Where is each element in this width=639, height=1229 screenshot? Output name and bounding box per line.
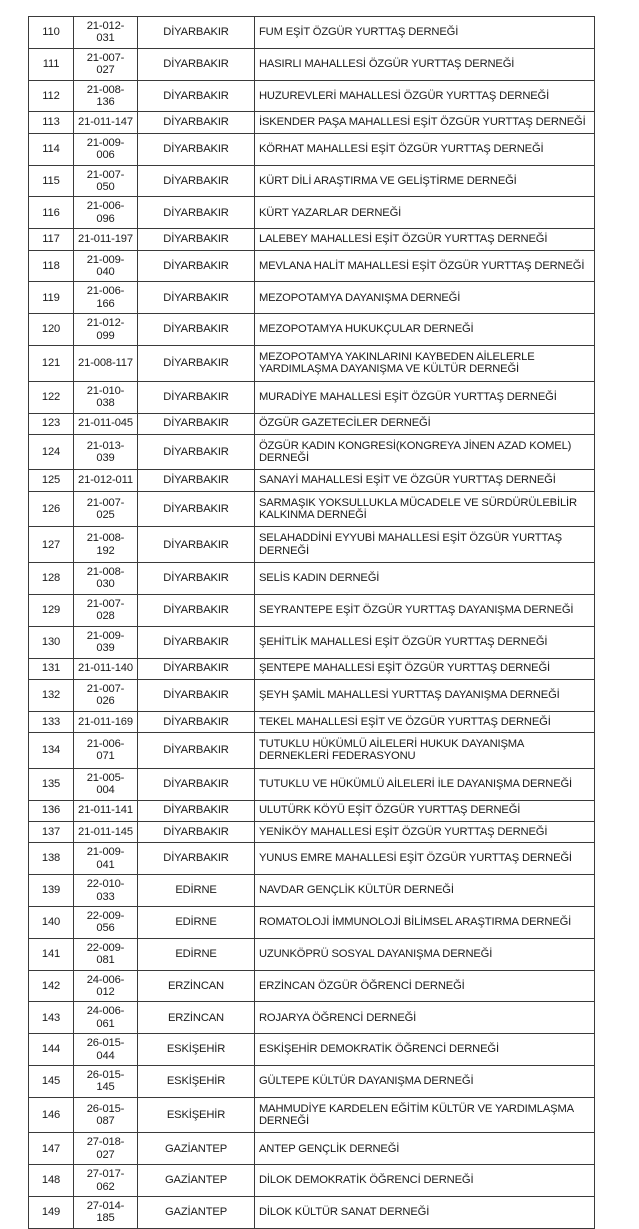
row-number: 134 (29, 733, 74, 769)
table-row (29, 938, 595, 970)
row-number: 146 (29, 1097, 74, 1133)
association-name: SARMAŞIK YOKSULLUKLA MÜCADELE VE SÜRDÜRÜLEBİLİR KALKINMA DERNEĞİ (255, 491, 595, 527)
association-name: TEKEL MAHALLESİ EŞİT VE ÖZGÜR YURTTAŞ DERNEĞİ (255, 711, 595, 732)
city-name: DİYARBAKIR (138, 527, 255, 563)
registry-code: 21-008-136 (74, 80, 138, 112)
association-name: İSKENDER PAŞA MAHALLESİ EŞİT ÖZGÜR YURTTAŞ DERNEĞİ (255, 112, 595, 133)
association-name: ŞENTEPE MAHALLESİ EŞİT ÖZGÜR YURTTAŞ DERNEĞİ (255, 658, 595, 679)
association-name: LALEBEY MAHALLESİ EŞİT ÖZGÜR YURTTAŞ DERNEĞİ (255, 229, 595, 250)
table-row (29, 711, 595, 732)
registry-code: 27-014-185 (74, 1197, 138, 1229)
row-number: 116 (29, 197, 74, 229)
city-name: DİYARBAKIR (138, 491, 255, 527)
table-row (29, 970, 595, 1002)
registry-code: 21-009-041 (74, 843, 138, 875)
table-row (29, 733, 595, 769)
association-name: NAVDAR GENÇLİK KÜLTÜR DERNEĞİ (255, 875, 595, 907)
association-name: YENİKÖY MAHALLESİ EŞİT ÖZGÜR YURTTAŞ DERNEĞİ (255, 821, 595, 842)
table-row (29, 1065, 595, 1097)
association-name: UZUNKÖPRÜ SOSYAL DAYANIŞMA DERNEĞİ (255, 938, 595, 970)
city-name: DİYARBAKIR (138, 282, 255, 314)
association-name: ERZİNCAN ÖZGÜR ÖĞRENCİ DERNEĞİ (255, 970, 595, 1002)
row-number: 135 (29, 768, 74, 800)
table-row (29, 679, 595, 711)
association-name: TUTUKLU VE HÜKÜMLÜ AİLELERİ İLE DAYANIŞMA DERNEĞİ (255, 768, 595, 800)
city-name: DİYARBAKIR (138, 229, 255, 250)
association-name: ROJARYA ÖĞRENCİ DERNEĞİ (255, 1002, 595, 1034)
city-name: ESKİŞEHİR (138, 1034, 255, 1066)
registry-code: 21-008-117 (74, 346, 138, 382)
association-name: ÖZGÜR KADIN KONGRESİ(KONGREYA JİNEN AZAD KOMEL) DERNEĞİ (255, 434, 595, 470)
city-name: DİYARBAKIR (138, 413, 255, 434)
registry-code: 21-009-040 (74, 250, 138, 282)
registry-code: 26-015-087 (74, 1097, 138, 1133)
row-number: 148 (29, 1165, 74, 1197)
association-name: FUM EŞİT ÖZGÜR YURTTAŞ DERNEĞİ (255, 17, 595, 49)
city-name: ESKİŞEHİR (138, 1097, 255, 1133)
table-row (29, 346, 595, 382)
row-number: 127 (29, 527, 74, 563)
table-row (29, 229, 595, 250)
row-number: 136 (29, 800, 74, 821)
row-number: 123 (29, 413, 74, 434)
association-name: MEVLANA HALİT MAHALLESİ EŞİT ÖZGÜR YURTTAŞ DERNEĞİ (255, 250, 595, 282)
row-number: 115 (29, 165, 74, 197)
registry-code: 21-009-039 (74, 626, 138, 658)
table-row (29, 1097, 595, 1133)
row-number: 137 (29, 821, 74, 842)
table-row (29, 250, 595, 282)
registry-code: 21-007-028 (74, 594, 138, 626)
association-name: ANTEP GENÇLİK DERNEĞİ (255, 1133, 595, 1165)
city-name: DİYARBAKIR (138, 800, 255, 821)
row-number: 144 (29, 1034, 74, 1066)
row-number: 124 (29, 434, 74, 470)
table-row (29, 658, 595, 679)
registry-code: 21-008-030 (74, 563, 138, 595)
city-name: ERZİNCAN (138, 1002, 255, 1034)
registry-code: 21-007-025 (74, 491, 138, 527)
city-name: DİYARBAKIR (138, 563, 255, 595)
city-name: GAZİANTEP (138, 1133, 255, 1165)
city-name: ESKİŞEHİR (138, 1065, 255, 1097)
association-name: ŞEYH ŞAMİL MAHALLESİ YURTTAŞ DAYANIŞMA DERNEĞİ (255, 679, 595, 711)
table-row (29, 381, 595, 413)
city-name: DİYARBAKIR (138, 626, 255, 658)
association-name: MAHMUDİYE KARDELEN EĞİTİM KÜLTÜR VE YARDIMLAŞMA DERNEĞİ (255, 1097, 595, 1133)
city-name: DİYARBAKIR (138, 314, 255, 346)
registry-code: 21-011-045 (74, 413, 138, 434)
registry-code: 21-009-006 (74, 133, 138, 165)
city-name: DİYARBAKIR (138, 381, 255, 413)
row-number: 139 (29, 875, 74, 907)
association-name: MEZOPOTAMYA YAKINLARINI KAYBEDEN AİLELERLE YARDIMLAŞMA DAYANIŞMA VE KÜLTÜR DERNEĞİ (255, 346, 595, 382)
association-name: GÜLTEPE KÜLTÜR DAYANIŞMA DERNEĞİ (255, 1065, 595, 1097)
city-name: EDİRNE (138, 906, 255, 938)
registry-code: 21-012-011 (74, 470, 138, 491)
city-name: DİYARBAKIR (138, 843, 255, 875)
city-name: GAZİANTEP (138, 1197, 255, 1229)
row-number: 142 (29, 970, 74, 1002)
registry-code: 21-011-140 (74, 658, 138, 679)
association-name: SELAHADDİNİ EYYUBİ MAHALLESİ EŞİT ÖZGÜR YURTTAŞ DERNEĞİ (255, 527, 595, 563)
row-number: 110 (29, 17, 74, 49)
association-name: DİLOK DEMOKRATİK ÖĞRENCİ DERNEĞİ (255, 1165, 595, 1197)
registry-code: 21-006-071 (74, 733, 138, 769)
row-number: 120 (29, 314, 74, 346)
row-number: 111 (29, 48, 74, 80)
table-row (29, 1133, 595, 1165)
association-name: ŞEHİTLİK MAHALLESİ EŞİT ÖZGÜR YURTTAŞ DERNEĞİ (255, 626, 595, 658)
registry-code: 21-012-099 (74, 314, 138, 346)
registry-code: 26-015-145 (74, 1065, 138, 1097)
registry-code: 21-006-166 (74, 282, 138, 314)
city-name: EDİRNE (138, 875, 255, 907)
association-name: ÖZGÜR GAZETECİLER DERNEĞİ (255, 413, 595, 434)
row-number: 118 (29, 250, 74, 282)
registry-code: 22-010-033 (74, 875, 138, 907)
city-name: EDİRNE (138, 938, 255, 970)
city-name: DİYARBAKIR (138, 80, 255, 112)
table-row (29, 821, 595, 842)
association-name: HUZUREVLERİ MAHALLESİ ÖZGÜR YURTTAŞ DERNEĞİ (255, 80, 595, 112)
city-name: DİYARBAKIR (138, 133, 255, 165)
registry-code: 27-017-062 (74, 1165, 138, 1197)
row-number: 128 (29, 563, 74, 595)
table-row (29, 434, 595, 470)
table-row (29, 594, 595, 626)
registry-code: 21-011-145 (74, 821, 138, 842)
association-name: MURADİYE MAHALLESİ EŞİT ÖZGÜR YURTTAŞ DERNEĞİ (255, 381, 595, 413)
registry-code: 21-013-039 (74, 434, 138, 470)
city-name: DİYARBAKIR (138, 470, 255, 491)
row-number: 113 (29, 112, 74, 133)
row-number: 129 (29, 594, 74, 626)
registry-code: 21-010-038 (74, 381, 138, 413)
table-row (29, 165, 595, 197)
table-row (29, 413, 595, 434)
table-row (29, 1034, 595, 1066)
table-row (29, 282, 595, 314)
table-row (29, 197, 595, 229)
association-name: TUTUKLU HÜKÜMLÜ AİLELERİ HUKUK DAYANIŞMA DERNEKLERİ FEDERASYONU (255, 733, 595, 769)
table-body (29, 17, 595, 1229)
table-row (29, 527, 595, 563)
registry-code: 26-015-044 (74, 1034, 138, 1066)
row-number: 130 (29, 626, 74, 658)
association-name: SANAYİ MAHALLESİ EŞİT VE ÖZGÜR YURTTAŞ DERNEĞİ (255, 470, 595, 491)
row-number: 138 (29, 843, 74, 875)
table-row (29, 80, 595, 112)
city-name: DİYARBAKIR (138, 165, 255, 197)
row-number: 112 (29, 80, 74, 112)
registry-code: 21-008-192 (74, 527, 138, 563)
registry-code: 27-018-027 (74, 1133, 138, 1165)
association-name: KÜRT YAZARLAR DERNEĞİ (255, 197, 595, 229)
registry-code: 21-011-197 (74, 229, 138, 250)
table-row (29, 1197, 595, 1229)
city-name: DİYARBAKIR (138, 594, 255, 626)
registry-code: 21-007-026 (74, 679, 138, 711)
table-row (29, 1002, 595, 1034)
association-name: MEZOPOTAMYA DAYANIŞMA DERNEĞİ (255, 282, 595, 314)
table-row (29, 843, 595, 875)
table-row (29, 563, 595, 595)
city-name: DİYARBAKIR (138, 17, 255, 49)
registry-code: 21-011-147 (74, 112, 138, 133)
row-number: 114 (29, 133, 74, 165)
row-number: 147 (29, 1133, 74, 1165)
row-number: 126 (29, 491, 74, 527)
association-list-table (28, 16, 595, 1229)
association-name: SEYRANTEPE EŞİT ÖZGÜR YURTTAŞ DAYANIŞMA DERNEĞİ (255, 594, 595, 626)
registry-code: 21-011-169 (74, 711, 138, 732)
city-name: DİYARBAKIR (138, 733, 255, 769)
city-name: DİYARBAKIR (138, 197, 255, 229)
city-name: ERZİNCAN (138, 970, 255, 1002)
registry-code: 24-006-061 (74, 1002, 138, 1034)
registry-code: 21-011-141 (74, 800, 138, 821)
association-name: ULUTÜRK KÖYÜ EŞİT ÖZGÜR YURTTAŞ DERNEĞİ (255, 800, 595, 821)
association-name: SELİS KADIN DERNEĞİ (255, 563, 595, 595)
row-number: 132 (29, 679, 74, 711)
registry-code: 21-006-096 (74, 197, 138, 229)
city-name: DİYARBAKIR (138, 112, 255, 133)
city-name: DİYARBAKIR (138, 434, 255, 470)
registry-code: 24-006-012 (74, 970, 138, 1002)
association-name: KÜRT DİLİ ARAŞTIRMA VE GELİŞTİRME DERNEĞİ (255, 165, 595, 197)
association-name: MEZOPOTAMYA HUKUKÇULAR DERNEĞİ (255, 314, 595, 346)
table-row (29, 626, 595, 658)
city-name: DİYARBAKIR (138, 711, 255, 732)
registry-code: 21-005-004 (74, 768, 138, 800)
row-number: 121 (29, 346, 74, 382)
registry-code: 21-007-027 (74, 48, 138, 80)
association-name: KÖRHAT MAHALLESİ EŞİT ÖZGÜR YURTTAŞ DERNEĞİ (255, 133, 595, 165)
association-name: YUNUS EMRE MAHALLESİ EŞİT ÖZGÜR YURTTAŞ DERNEĞİ (255, 843, 595, 875)
row-number: 143 (29, 1002, 74, 1034)
row-number: 117 (29, 229, 74, 250)
table-row (29, 875, 595, 907)
association-name: ESKİŞEHİR DEMOKRATİK ÖĞRENCİ DERNEĞİ (255, 1034, 595, 1066)
city-name: DİYARBAKIR (138, 346, 255, 382)
association-name: DİLOK KÜLTÜR SANAT DERNEĞİ (255, 1197, 595, 1229)
city-name: DİYARBAKIR (138, 658, 255, 679)
city-name: DİYARBAKIR (138, 821, 255, 842)
row-number: 145 (29, 1065, 74, 1097)
row-number: 140 (29, 906, 74, 938)
row-number: 149 (29, 1197, 74, 1229)
registry-code: 22-009-081 (74, 938, 138, 970)
city-name: GAZİANTEP (138, 1165, 255, 1197)
city-name: DİYARBAKIR (138, 48, 255, 80)
table-row (29, 470, 595, 491)
row-number: 125 (29, 470, 74, 491)
city-name: DİYARBAKIR (138, 768, 255, 800)
registry-code: 22-009-056 (74, 906, 138, 938)
row-number: 119 (29, 282, 74, 314)
city-name: DİYARBAKIR (138, 250, 255, 282)
city-name: DİYARBAKIR (138, 679, 255, 711)
row-number: 131 (29, 658, 74, 679)
table-row (29, 17, 595, 49)
association-name: ROMATOLOJİ İMMUNOLOJİ BİLİMSEL ARAŞTIRMA DERNEĞİ (255, 906, 595, 938)
registry-code: 21-007-050 (74, 165, 138, 197)
table-row (29, 48, 595, 80)
table-row (29, 906, 595, 938)
table-row (29, 112, 595, 133)
association-name: HASIRLI MAHALLESİ ÖZGÜR YURTTAŞ DERNEĞİ (255, 48, 595, 80)
table-row (29, 768, 595, 800)
table-row (29, 133, 595, 165)
row-number: 133 (29, 711, 74, 732)
table-row (29, 491, 595, 527)
row-number: 141 (29, 938, 74, 970)
row-number: 122 (29, 381, 74, 413)
registry-code: 21-012-031 (74, 17, 138, 49)
table-row (29, 800, 595, 821)
table-row (29, 314, 595, 346)
table-row (29, 1165, 595, 1197)
